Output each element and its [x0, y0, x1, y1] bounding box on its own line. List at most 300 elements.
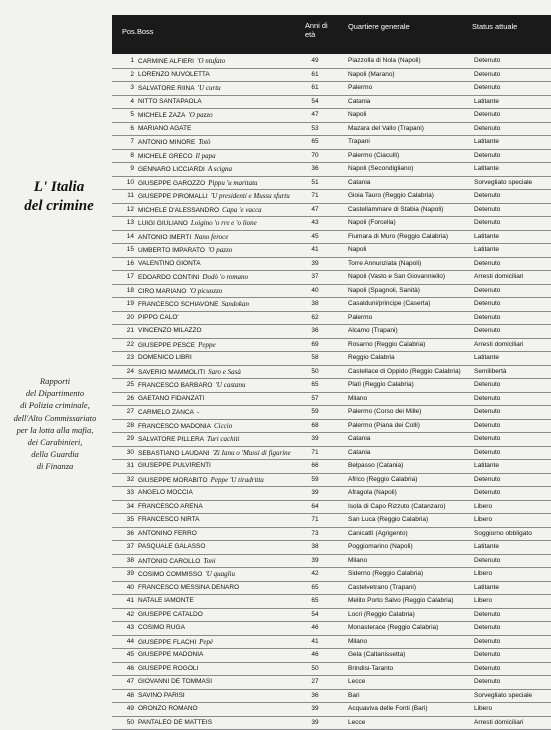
cell-pos: 11 — [112, 190, 134, 203]
cell-boss — [138, 123, 298, 136]
cell-status: Latitante — [474, 163, 551, 176]
boss-name: FRANCESCO SCHIAVONE — [138, 301, 218, 308]
cell-quartiere: Locri (Reggio Calabria) — [348, 609, 472, 622]
boss-name: GIUSEPPE MADONIA — [138, 651, 203, 658]
cell-pos: 36 — [112, 528, 134, 541]
table-row — [112, 163, 551, 177]
cell-boss — [138, 568, 298, 582]
cell-quartiere: San Luca (Reggio Calabria) — [348, 514, 472, 527]
cell-status: Detenuto — [474, 217, 551, 230]
cell-anni: 65 — [302, 136, 328, 149]
cell-status: Libero — [474, 595, 551, 608]
cell-boss — [138, 96, 298, 109]
table-row — [112, 622, 551, 636]
boss-nickname: A scigna — [208, 165, 232, 173]
cell-pos: 42 — [112, 609, 134, 622]
source-line: per la lotta alla mafia, — [6, 424, 104, 436]
boss-name: GIUSEPPE ROGOLI — [138, 665, 198, 672]
cell-status: Latitante — [474, 136, 551, 149]
table-row — [112, 703, 551, 717]
boss-name: SAVERIO MAMMOLITI — [138, 369, 205, 376]
boss-name: LUIGI GIULIANO — [138, 220, 188, 227]
boss-nickname: 'O pazzo — [208, 246, 232, 254]
cell-boss — [138, 339, 298, 353]
cell-boss — [138, 244, 298, 258]
header-quartiere: Quartiere generale — [348, 22, 418, 31]
title-line: del crimine — [18, 197, 100, 216]
cell-boss — [138, 298, 298, 312]
boss-nickname: 'O ntufato — [197, 57, 225, 65]
cell-boss — [138, 271, 298, 285]
cell-quartiere: Milano — [348, 393, 472, 406]
boss-nickname: Ciccio — [214, 422, 232, 430]
cell-anni: 57 — [302, 393, 328, 406]
cell-pos: 29 — [112, 433, 134, 446]
cell-boss — [138, 663, 298, 676]
table-row — [112, 352, 551, 366]
cell-pos: 1 — [112, 55, 134, 68]
cell-boss — [138, 649, 298, 662]
table-row — [112, 406, 551, 420]
table-row — [112, 555, 551, 569]
cell-anni: 65 — [302, 595, 328, 608]
table-row — [112, 285, 551, 299]
cell-anni: 47 — [302, 204, 328, 217]
table-row — [112, 676, 551, 690]
cell-status: Sorvegliato speciale — [474, 177, 551, 190]
header-anni: Anni di età — [305, 21, 331, 39]
cell-status: Detenuto — [474, 109, 551, 122]
boss-name: MICHELE ZAZA — [138, 112, 185, 119]
cell-quartiere: Bari — [348, 690, 472, 703]
cell-boss — [138, 474, 298, 488]
table-row — [112, 366, 551, 380]
table-row — [112, 568, 551, 582]
cell-boss — [138, 163, 298, 177]
cell-status: Detenuto — [474, 433, 551, 446]
cell-anni: 61 — [302, 69, 328, 82]
cell-boss — [138, 231, 298, 245]
boss-nickname: Peppe 'U tiradrittu — [211, 476, 264, 484]
cell-status: Latitante — [474, 352, 551, 365]
cell-anni: 70 — [302, 150, 328, 163]
cell-pos: 41 — [112, 595, 134, 608]
cell-anni: 39 — [302, 433, 328, 446]
cell-quartiere: Casalduni/principe (Caserta) — [348, 298, 472, 311]
cell-pos: 28 — [112, 420, 134, 433]
cell-status: Detenuto — [474, 555, 551, 568]
table-row — [112, 136, 551, 150]
cell-status: Detenuto — [474, 298, 551, 311]
table-row — [112, 636, 551, 650]
boss-nickname: 'U quagliu — [205, 570, 235, 578]
cell-pos: 26 — [112, 393, 134, 406]
cell-anni: 45 — [302, 231, 328, 244]
boss-name: GAETANO FIDANZATI — [138, 395, 204, 402]
cell-quartiere: Catania — [348, 96, 472, 109]
cell-pos: 33 — [112, 487, 134, 500]
cell-status: Detenuto — [474, 150, 551, 163]
cell-boss — [138, 717, 298, 730]
cell-quartiere: Isola di Capo Rizzuto (Catanzaro) — [348, 501, 472, 514]
table-row — [112, 69, 551, 83]
table-row — [112, 217, 551, 231]
cell-status: Latitante — [474, 231, 551, 244]
boss-name: COSIMO RUGA — [138, 624, 185, 631]
cell-quartiere: Castellace di Oppido (Reggio Calabria) — [348, 366, 472, 379]
cell-pos: 37 — [112, 541, 134, 554]
cell-anni: 46 — [302, 622, 328, 635]
source-line: dell'Alto Commissariato — [6, 412, 104, 424]
page-title — [18, 178, 100, 216]
cell-pos: 46 — [112, 663, 134, 676]
cell-status: Detenuto — [474, 636, 551, 649]
cell-status: Detenuto — [474, 69, 551, 82]
boss-name: MICHELE D'ALESSANDRO — [138, 207, 219, 214]
cell-status: Latitante — [474, 244, 551, 257]
table-row — [112, 244, 551, 258]
cell-quartiere: Monasterace (Reggio Calabria) — [348, 622, 472, 635]
table-row — [112, 150, 551, 164]
title-line: L' Italia — [18, 178, 100, 197]
cell-pos: 25 — [112, 379, 134, 392]
cell-quartiere: Napoli (Secondigliano) — [348, 163, 472, 176]
cell-quartiere: Napoli (Spagnoli, Sanità) — [348, 285, 472, 298]
cell-status: Detenuto — [474, 487, 551, 500]
cell-boss — [138, 136, 298, 150]
cell-quartiere: Brindisi-Taranto — [348, 663, 472, 676]
cell-status: Detenuto — [474, 609, 551, 622]
cell-boss — [138, 501, 298, 514]
cell-quartiere: Lecce — [348, 676, 472, 689]
cell-boss — [138, 582, 298, 595]
boss-nickname: Peppe — [198, 341, 216, 349]
boss-name: PANTALEO DE MATTEIS — [138, 719, 212, 726]
cell-anni: 37 — [302, 271, 328, 284]
cell-anni: 73 — [302, 528, 328, 541]
cell-quartiere: Castelvetrano (Trapani) — [348, 582, 472, 595]
cell-quartiere: Platì (Reggio Calabria) — [348, 379, 472, 392]
cell-pos: 19 — [112, 298, 134, 311]
boss-nickname: - — [197, 408, 199, 416]
cell-status: Libero — [474, 703, 551, 716]
cell-quartiere: Rosarno (Reggio Calabria) — [348, 339, 472, 352]
header-status: Status attuale — [472, 22, 532, 31]
cell-boss — [138, 366, 298, 380]
table-row — [112, 514, 551, 528]
boss-nickname: Nano feroce — [194, 233, 228, 241]
table-body — [112, 55, 551, 730]
cell-status: Detenuto — [474, 82, 551, 95]
boss-nickname: Sandokan — [221, 300, 249, 308]
cell-pos: 47 — [112, 676, 134, 689]
cell-quartiere: Afragola (Napoli) — [348, 487, 472, 500]
cell-status: Detenuto — [474, 622, 551, 635]
cell-boss — [138, 177, 298, 191]
boss-name: MARIANO AGATE — [138, 125, 191, 132]
cell-quartiere: Mazara del Vallo (Trapani) — [348, 123, 472, 136]
cell-anni: 36 — [302, 690, 328, 703]
cell-anni: 61 — [302, 82, 328, 95]
cell-quartiere: Napoli — [348, 109, 472, 122]
boss-name: ANTONINO FERRO — [138, 530, 197, 537]
cell-quartiere: Gioia Tauro (Reggio Calabria) — [348, 190, 472, 203]
header-boss: Boss — [137, 27, 153, 36]
cell-status: Detenuto — [474, 379, 551, 392]
boss-name: ANTONIO IMERTI — [138, 234, 191, 241]
table-row — [112, 298, 551, 312]
cell-pos: 13 — [112, 217, 134, 230]
cell-boss — [138, 622, 298, 635]
boss-name: GIUSEPPE GAROZZO — [138, 180, 205, 187]
cell-pos: 48 — [112, 690, 134, 703]
table-row — [112, 325, 551, 339]
boss-nickname: Saro e Sasà — [208, 368, 241, 376]
boss-name: ANGELO MOCCIA — [138, 489, 193, 496]
cell-anni: 50 — [302, 366, 328, 379]
cell-quartiere: Gela (Caltanissetta) — [348, 649, 472, 662]
cell-quartiere: Alcamo (Trapani) — [348, 325, 472, 338]
cell-quartiere: Catania — [348, 447, 472, 460]
cell-pos: 30 — [112, 447, 134, 460]
boss-name: GIUSEPPE FLACHI — [138, 639, 196, 646]
cell-quartiere: Melito Porto Salvo (Reggio Calabria) — [348, 595, 472, 608]
cell-pos: 50 — [112, 717, 134, 730]
cell-status: Detenuto — [474, 447, 551, 460]
cell-quartiere: Lecce — [348, 717, 472, 730]
boss-name: GIUSEPPE MORABITO — [138, 477, 208, 484]
cell-quartiere: Napoli (Vasto e San Giovanniello) — [348, 271, 472, 284]
table-row — [112, 649, 551, 663]
cell-status: Detenuto — [474, 55, 551, 68]
table-row — [112, 433, 551, 447]
cell-anni: 38 — [302, 298, 328, 311]
cell-anni: 36 — [302, 163, 328, 176]
cell-pos: 44 — [112, 636, 134, 649]
boss-nickname: 'U curtu — [198, 84, 221, 92]
cell-status: Latitante — [474, 96, 551, 109]
table-row — [112, 663, 551, 677]
cell-boss — [138, 420, 298, 434]
boss-name: FRANCESCO MADONIA — [138, 423, 211, 430]
cell-status: Detenuto — [474, 393, 551, 406]
cell-boss — [138, 69, 298, 82]
table-row — [112, 379, 551, 393]
cell-status: Latitante — [474, 582, 551, 595]
cell-status: Detenuto — [474, 420, 551, 433]
cell-boss — [138, 325, 298, 338]
boss-nickname: Toni — [203, 557, 215, 565]
cell-quartiere: Catania — [348, 433, 472, 446]
cell-anni: 51 — [302, 177, 328, 190]
boss-name: LORENZO NUVOLETTA — [138, 71, 210, 78]
cell-boss — [138, 109, 298, 123]
boss-name: CIRO MARIANO — [138, 288, 186, 295]
table-row — [112, 82, 551, 96]
cell-status: Arresti domiciliari — [474, 717, 551, 730]
cell-pos: 43 — [112, 622, 134, 635]
boss-name: SALVATORE PILLERA — [138, 436, 204, 443]
cell-anni: 59 — [302, 474, 328, 487]
table-row — [112, 487, 551, 501]
cell-pos: 20 — [112, 312, 134, 325]
cell-anni: 39 — [302, 703, 328, 716]
cell-boss — [138, 487, 298, 500]
cell-pos: 15 — [112, 244, 134, 257]
cell-pos: 18 — [112, 285, 134, 298]
boss-name: GIUSEPPE PULVIRENTI — [138, 462, 211, 469]
source-line: di Polizia criminale, — [6, 399, 104, 411]
cell-pos: 3 — [112, 82, 134, 95]
cell-status: Detenuto — [474, 312, 551, 325]
cell-boss — [138, 460, 298, 473]
cell-boss — [138, 55, 298, 69]
boss-nickname: Il papa — [196, 152, 216, 160]
table-row — [112, 474, 551, 488]
boss-nickname: 'U presidenti e Mussu sfurtu — [211, 192, 290, 200]
cell-anni: 40 — [302, 285, 328, 298]
boss-nickname: Dodò 'o romano — [202, 273, 248, 281]
cell-anni: 41 — [302, 244, 328, 257]
boss-name: GIUSEPPE CATALDO — [138, 611, 203, 618]
cell-pos: 21 — [112, 325, 134, 338]
cell-pos: 17 — [112, 271, 134, 284]
cell-anni: 53 — [302, 123, 328, 136]
source-line: del Dipartimento — [6, 387, 104, 399]
cell-pos: 24 — [112, 366, 134, 379]
cell-status: Detenuto — [474, 474, 551, 487]
boss-name: EDOARDO CONTINI — [138, 274, 199, 281]
boss-name: ORONZO ROMANO — [138, 705, 198, 712]
cell-anni: 39 — [302, 487, 328, 500]
boss-name: FRANCESCO BARBARO — [138, 382, 212, 389]
cell-anni: 39 — [302, 717, 328, 730]
source-line: di Finanza — [6, 460, 104, 472]
boss-name: PASQUALE GALASSO — [138, 543, 205, 550]
table-row — [112, 501, 551, 515]
cell-anni: 69 — [302, 339, 328, 352]
cell-anni: 58 — [302, 352, 328, 365]
cell-anni: 71 — [302, 514, 328, 527]
cell-boss — [138, 150, 298, 164]
cell-boss — [138, 690, 298, 703]
cell-pos: 5 — [112, 109, 134, 122]
table-row — [112, 258, 551, 272]
cell-boss — [138, 217, 298, 231]
cell-anni: 36 — [302, 325, 328, 338]
boss-name: DOMENICO LIBRI — [138, 354, 192, 361]
table-row — [112, 109, 551, 123]
cell-status: Detenuto — [474, 649, 551, 662]
boss-name: GIOVANNI DE TOMMASI — [138, 678, 212, 685]
cell-status: Soggiorno obbligato — [474, 528, 551, 541]
boss-nickname: Capa 'e vacca — [222, 206, 262, 214]
cell-status: Libero — [474, 501, 551, 514]
cell-quartiere: Reggio Calabria — [348, 352, 472, 365]
table-row — [112, 271, 551, 285]
cell-status: Detenuto — [474, 676, 551, 689]
boss-nickname: Totò — [198, 138, 210, 146]
boss-name: PIPPO CALO' — [138, 314, 179, 321]
boss-nickname: Pippu 'u maritatu — [208, 179, 257, 187]
cell-boss — [138, 379, 298, 393]
cell-pos: 32 — [112, 474, 134, 487]
cell-boss — [138, 258, 298, 271]
cell-quartiere: Siderno (Reggio Calabria) — [348, 568, 472, 581]
cell-pos: 12 — [112, 204, 134, 217]
boss-name: CARMINE ALFIERI — [138, 58, 194, 65]
cell-boss — [138, 595, 298, 608]
cell-status: Arresti domiciliari — [474, 339, 551, 352]
cell-anni: 27 — [302, 676, 328, 689]
cell-boss — [138, 433, 298, 447]
cell-anni: 65 — [302, 582, 328, 595]
cell-anni: 43 — [302, 217, 328, 230]
boss-name: UMBERTO IMPARATO — [138, 247, 205, 254]
boss-nickname: Loigino 'o rre e 'o lione — [191, 219, 257, 227]
table-row — [112, 190, 551, 204]
cell-quartiere: Africo (Reggio Calabria) — [348, 474, 472, 487]
table-row — [112, 177, 551, 191]
cell-quartiere: Acquaviva delle Fonti (Bari) — [348, 703, 472, 716]
cell-status: Arresti domiciliari — [474, 271, 551, 284]
table-row — [112, 460, 551, 474]
cell-pos: 6 — [112, 123, 134, 136]
cell-boss — [138, 636, 298, 650]
table-row — [112, 96, 551, 110]
cell-anni: 71 — [302, 447, 328, 460]
table-row — [112, 123, 551, 137]
cell-anni: 68 — [302, 420, 328, 433]
table-row — [112, 55, 551, 69]
table-row — [112, 339, 551, 353]
boss-name: FRANCESCO NIRTA — [138, 516, 200, 523]
cell-boss — [138, 447, 298, 461]
source-note — [6, 375, 104, 473]
boss-name: NITTO SANTAPAOLA — [138, 98, 202, 105]
boss-name: MICHELE GRECO — [138, 153, 193, 160]
table-row — [112, 717, 551, 730]
cell-quartiere: Milano — [348, 555, 472, 568]
cell-pos: 34 — [112, 501, 134, 514]
cell-quartiere: Palermo — [348, 312, 472, 325]
cell-pos: 9 — [112, 163, 134, 176]
table-row — [112, 204, 551, 218]
table-row — [112, 231, 551, 245]
cell-quartiere: Napoli (Forcella) — [348, 217, 472, 230]
boss-nickname: 'O picuozzo — [189, 287, 222, 295]
cell-pos: 16 — [112, 258, 134, 271]
table-row — [112, 582, 551, 596]
cell-quartiere: Piazzolla di Nola (Napoli) — [348, 55, 472, 68]
cell-boss — [138, 190, 298, 204]
table-row — [112, 312, 551, 326]
header-pos: Pos. — [122, 27, 137, 36]
cell-status: Detenuto — [474, 285, 551, 298]
boss-name: SAVINO PARISI — [138, 692, 185, 699]
cell-anni: 41 — [302, 636, 328, 649]
cell-quartiere: Fiumara di Muro (Reggio Calabria) — [348, 231, 472, 244]
cell-boss — [138, 352, 298, 365]
cell-boss — [138, 609, 298, 622]
boss-name: SALVATORE RIINA — [138, 85, 195, 92]
cell-anni: 71 — [302, 190, 328, 203]
cell-boss — [138, 703, 298, 716]
cell-anni: 50 — [302, 663, 328, 676]
boss-name: NATALE IAMONTE — [138, 597, 194, 604]
cell-quartiere: Torre Annunziata (Napoli) — [348, 258, 472, 271]
table-row — [112, 420, 551, 434]
